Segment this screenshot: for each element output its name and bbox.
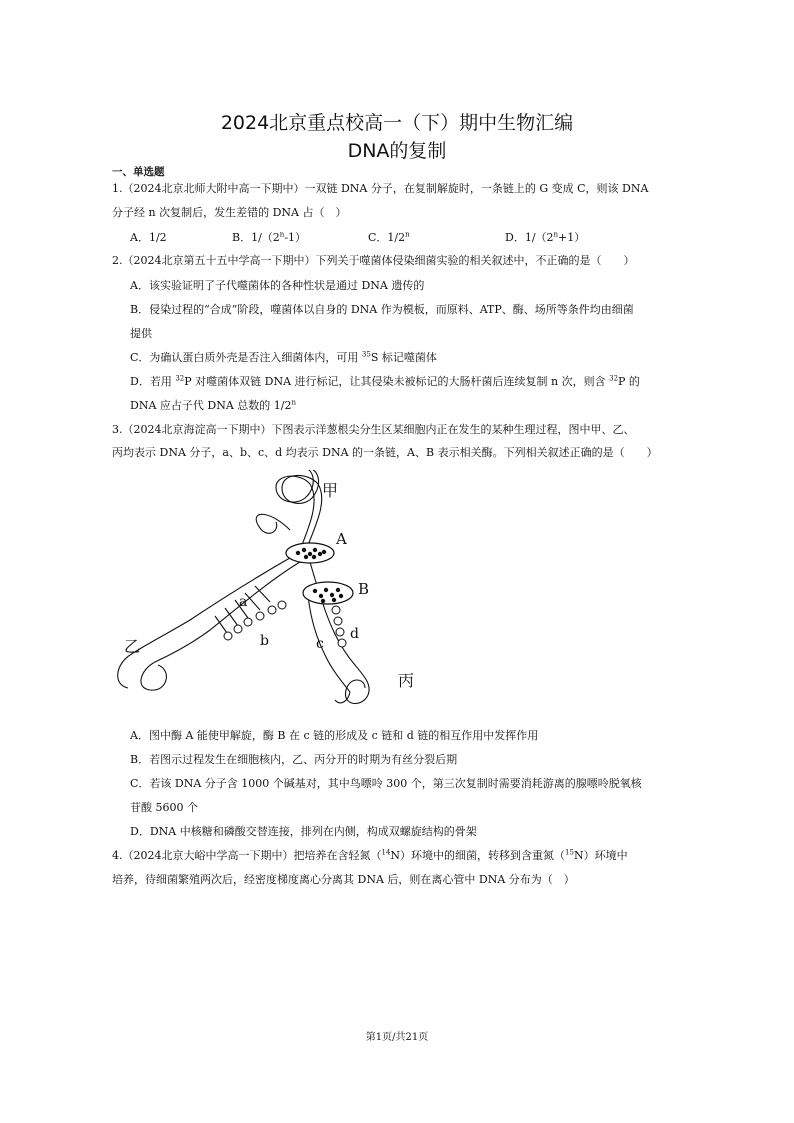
figure-label-A: A xyxy=(336,530,347,548)
q4-stem-line1: 4.（2024北京大峪中学高一下期中）把培养在含轻氮（$^{14}$N）环境中的细菌，转移到含重氮（$^{15}$N）环境中 xyxy=(112,848,628,862)
q1-option-c: C．1/2$^n$ xyxy=(368,230,410,244)
document-subtitle: DNA的复制 xyxy=(347,140,447,162)
q4-stem-line2: 培养，待细菌繁殖两次后，经密度梯度离心分离其 DNA 后，则在离心管中 DNA 分布为（ ） xyxy=(112,873,575,886)
figure-label-bing: 丙 xyxy=(398,671,415,690)
q3-stem-line1: 3.（2024北京海淀高一下期中）下图表示洋葱根尖分生区某细胞内正在发生的某种生理过程，图中甲、乙、 xyxy=(112,423,635,436)
document-title: 2024北京重点校高一（下）期中生物汇编 xyxy=(220,112,574,134)
page-number: 第1页/共21页 xyxy=(365,1032,429,1043)
q1-stem-line2: 分子经 n 次复制后，发生差错的 DNA 占（ ） xyxy=(112,206,347,219)
q3-option-a: A．图中酶 A 能使甲解旋，酶 B 在 c 链的形成及 c 链和 d 链的相互作用中发挥作用 xyxy=(130,729,539,742)
q2-option-d-line2: DNA 应占子代 DNA 总数的 1/2$^n$ xyxy=(130,398,296,412)
q2-option-a: A．该实验证明了子代噬菌体的各种性状是通过 DNA 遗传的 xyxy=(130,279,425,292)
q2-option-c: C．为确认蛋白质外壳是否注入细菌体内，可用 $^{35}$S 标记噬菌体 xyxy=(130,350,437,364)
q2-stem-line1: 2.（2024北京第五十五中学高一下期中）下列关于噬菌体侵染细菌实验的相关叙述中，不正确的是（ ） xyxy=(112,254,635,267)
q2-option-b-line2: 提供 xyxy=(130,327,152,340)
figure-label-a: a xyxy=(239,594,248,610)
q3-option-d: D．DNA 中核糖和磷酸交替连接，排列在内侧，构成双螺旋结构的骨架 xyxy=(130,825,477,838)
figure-label-b: b xyxy=(260,633,269,649)
q1-option-a: A．1/2 xyxy=(130,231,167,244)
figure-label-jia: 甲 xyxy=(322,481,339,500)
q3-option-b: B．若图示过程发生在细胞核内，乙、丙分开的时期为有丝分裂后期 xyxy=(130,753,458,766)
q3-option-c-line1: C．若该 DNA 分子含 1000 个碱基对，其中鸟嘌呤 300 个，第三次复制时需要消耗游离的腺嘌呤脱氧核 xyxy=(130,777,642,790)
figure-label-yi: 乙 xyxy=(124,637,141,656)
figure-label-c: c xyxy=(316,636,324,652)
q1-option-b: B．1/（2$^n$-1） xyxy=(232,230,307,244)
q1-option-d: D．$1/(2^n+1)$ xyxy=(505,230,586,244)
section-heading: 一、单选题 xyxy=(112,166,165,178)
q3-option-c-line2: 苷酸 5600 个 xyxy=(130,801,198,814)
dna-replication-figure xyxy=(110,470,440,710)
q2-option-d-line1: D．若用 $^{32}$P 对噬菌体双链 DNA 进行标记，让其侵染未被标记的大肠杆菌后连续复制 n 次，则含 $^{32}$P 的 xyxy=(130,374,640,388)
figure-label-B: B xyxy=(358,580,370,598)
q3-stem-line2: 丙均表示 DNA 分子，a、b、c、d 均表示 DNA 的一条链，A、B 表示相关酶。下列相关叙述正确的是（ ） xyxy=(112,446,658,459)
q2-option-b-line1: B．侵染过程的“合成”阶段，噬菌体以自身的 DNA 作为模板，而原料、ATP、酶、场所等条件均由细菌 xyxy=(130,303,634,316)
figure-label-d: d xyxy=(350,626,359,642)
q1-stem-line1: 1.（2024北京北师大附中高一下期中）一双链 DNA 分子，在复制解旋时，一条链上的 G 变成 C，则该 DNA xyxy=(112,182,649,195)
